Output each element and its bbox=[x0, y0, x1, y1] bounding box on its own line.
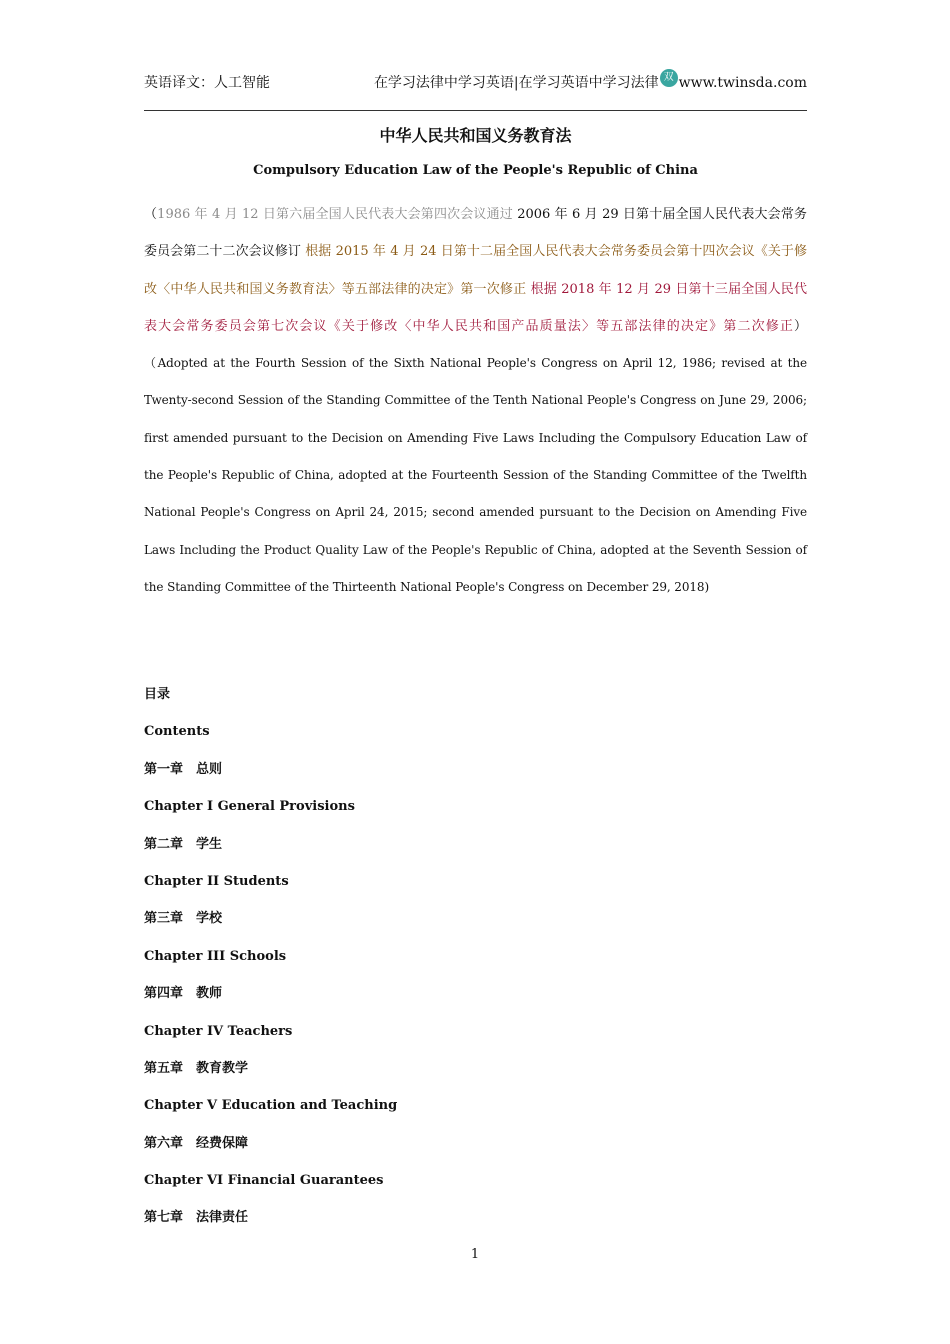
toc-chapter-1-cn: 第一章 总则 bbox=[144, 761, 223, 777]
preamble-paragraph bbox=[144, 196, 807, 606]
header-left-text: 英语译文：人工智能 bbox=[144, 75, 270, 91]
header-slogan: 在学习法律中学习英语|在学习英语中学习法律 bbox=[373, 75, 659, 91]
toc-chapter-2-en: Chapter II Students bbox=[144, 873, 289, 889]
toc-chapter-7-cn: 第七章 法律责任 bbox=[144, 1210, 249, 1226]
toc-heading-cn: 目录 bbox=[144, 687, 171, 702]
page-header bbox=[144, 72, 807, 94]
title-english: Compulsory Education Law of the People's Republic of China bbox=[253, 163, 698, 178]
toc-chapter-4-en: Chapter IV Teachers bbox=[144, 1023, 293, 1039]
preamble-open-paren: （ bbox=[144, 207, 158, 222]
toc-chapter-5-en: Chapter V Education and Teaching bbox=[144, 1098, 398, 1114]
toc-chapter-3-en: Chapter III Schools bbox=[144, 948, 287, 964]
preamble-2006-revision: 2006 年 6 月 29 日第十届全国人民代表大会常务委员会第二十二次会议修订 bbox=[144, 207, 807, 260]
toc-heading-en: Contents bbox=[144, 724, 210, 740]
toc-chapter-3-cn: 第三章 学校 bbox=[144, 911, 223, 927]
toc-chapter-1-en: Chapter I General Provisions bbox=[144, 799, 355, 815]
page-number: 1 bbox=[470, 1247, 480, 1262]
toc-chapter-6-cn: 第六章 经费保障 bbox=[144, 1135, 249, 1151]
header-divider bbox=[144, 110, 807, 111]
twinsda-logo-icon: 双 bbox=[660, 69, 678, 87]
toc-chapter-4-cn: 第四章 教师 bbox=[144, 986, 223, 1002]
toc-chapter-6-en: Chapter VI Financial Guarantees bbox=[144, 1173, 384, 1189]
header-right bbox=[374, 72, 807, 94]
toc-chapter-5-cn: 第五章 教育教学 bbox=[144, 1060, 249, 1076]
preamble-2018-amendment: 根据 2018 年 12 月 29 日第十三届全国人民代表大会常务委员会第七次会议《关于修改〈中华人民共和国产品质量法〉等五部法律的决定》第二次修正 bbox=[144, 281, 807, 334]
preamble-english: （Adopted at the Fourth Session of the Sixth National People's Congress on April 12, 1986; revised at the Twenty-second Session of the Standing Committee of the Tenth National People's Congress on June 29, 2006; first amended pursuant to the Decision on Amending Five Laws Including the Compulsory Education Law of the People's Republic of China, adopted at the Fourteenth Session of the Standing Committee of the Twelfth National People's Congress on April 24, 2015; second amended pursuant to the Decision on Amending Five Laws Including the Product Quality Law of the People's Republic of China, adopted at the Seventh Session of the Standing Committee of the Thirteenth National People's Congress on December 29, 2018) bbox=[144, 356, 807, 594]
header-site-link[interactable]: www.twinsda.com bbox=[678, 75, 807, 91]
table-of-contents bbox=[144, 683, 807, 1244]
title-chinese: 中华人民共和国义务教育法 bbox=[379, 126, 572, 145]
preamble-1986-adoption: 1986 年 4 月 12 日第六届全国人民代表大会第四次会议通过 bbox=[157, 207, 513, 222]
preamble-2015-amendment: 根据 2015 年 4 月 24 日第十二届全国人民代表大会常务委员会第十四次会议《关于修改〈中华人民共和国义务教育法〉等五部法律的决定》第一次修正 bbox=[144, 244, 807, 297]
preamble-close-paren: ） bbox=[793, 318, 807, 334]
toc-chapter-2-cn: 第二章 学生 bbox=[144, 836, 223, 852]
